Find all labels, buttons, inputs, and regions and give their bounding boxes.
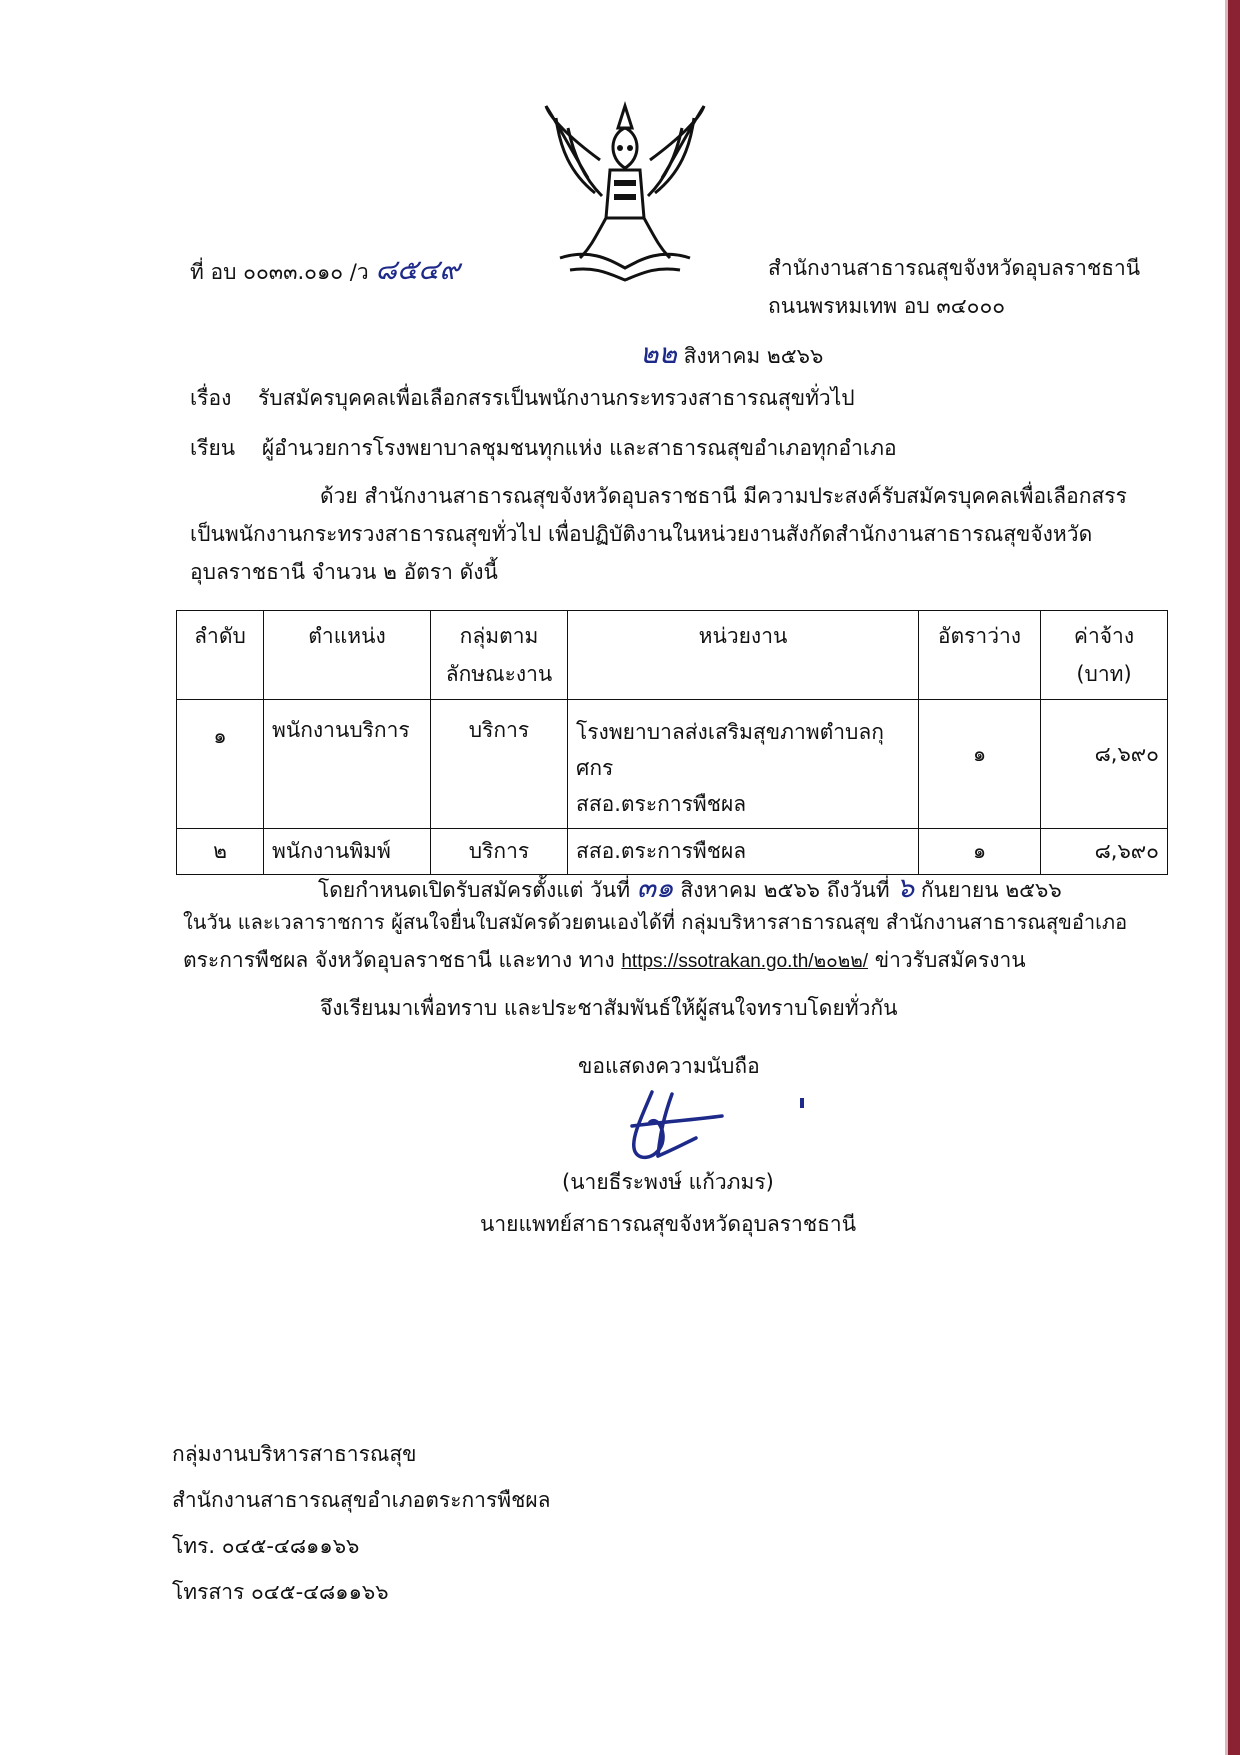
cell-unit: สสอ.ตระการพืชผล: [568, 829, 919, 875]
cell-wage: ๘,๖๙๐: [1041, 829, 1168, 875]
period-line-2: ในวัน และเวลาราชการ ผู้สนใจยื่นใบสมัครด้วยตนเองได้ที่ กลุ่มบริหารสาธารณสุข สำนักงานสาธารณสุขอำเภอ: [183, 910, 1128, 934]
body-line-1: ด้วย สำนักงานสาธารณสุขจังหวัดอุบลราชธานี มีความประสงค์รับสมัครบุคคลเพื่อเลือกสรร: [320, 484, 1127, 508]
footer-tel: โทร. ๐๔๕-๔๘๑๑๖๖: [172, 1534, 360, 1558]
cell-unit: โรงพยาบาลส่งเสริมสุขภาพตำบลกุศกร สสอ.ตระการพืชผล: [568, 700, 919, 829]
document-number: ที่ อบ ๐๐๓๓.๐๑๐ /ว ๘๕๔๙: [190, 253, 460, 286]
col-no-header: ลำดับ: [177, 611, 264, 700]
footer-fax: โทรสาร ๐๔๕-๔๘๑๑๖๖: [172, 1580, 389, 1604]
recruitment-link[interactable]: https://ssotrakan.go.th/๒๐๒๒/: [621, 951, 869, 972]
period-line-1: โดยกำหนดเปิดรับสมัครตั้งแต่ วันที่ ๓๑ สิงหาคม ๒๕๖๖ ถึงวันที่ ๖ กันยายน ๒๕๖๖: [318, 871, 1062, 904]
cell-vacancy: ๑: [919, 700, 1041, 829]
cell-wage: ๘,๖๙๐: [1041, 700, 1168, 829]
subject-line: [190, 382, 855, 415]
subject-label: เรื่อง: [190, 386, 232, 410]
subject-text: รับสมัครบุคคลเพื่อเลือกสรรเป็นพนักงานกระทรวงสาธารณสุขทั่วไป: [258, 386, 855, 410]
closing-notice: จึงเรียนมาเพื่อทราบ และประชาสัมพันธ์ให้ผู้สนใจทราบโดยทั่วกัน: [320, 996, 898, 1020]
table-header-row: [177, 611, 1168, 700]
start-day-handwritten: ๓๑: [636, 871, 674, 904]
signer-name: (นายธีระพงษ์ แก้วภมร): [562, 1170, 774, 1194]
body-line-2: เป็นพนักงานกระทรวงสาธารณสุขทั่วไป เพื่อปฏิบัติงานในหน่วยงานสังกัดสำนักงานสาธารณสุขจังหวัด: [190, 522, 1093, 546]
cell-no: ๑: [177, 700, 264, 829]
body-line-3: อุบลราชธานี จำนวน ๒ อัตรา ดังนี้: [190, 560, 498, 584]
end-day-handwritten: ๖: [896, 871, 915, 904]
col-vacancy-header: อัตราว่าง: [919, 611, 1041, 700]
col-unit-header: หน่วยงาน: [568, 611, 919, 700]
paper-edge: [1228, 0, 1240, 1755]
date-day-handwritten: ๒๒: [640, 337, 677, 370]
cell-group: บริการ: [431, 829, 568, 875]
period-line-3: ตระการพืชผล จังหวัดอุบลราชธานี และทาง ทาง https://ssotrakan.go.th/๒๐๒๒/ ข่าวรับสมัครงาน: [183, 948, 1026, 972]
col-wage-header: ค่าจ้าง (บาท): [1041, 611, 1168, 700]
positions-table: [176, 610, 1168, 875]
document-date: ๒๒ สิงหาคม ๒๕๖๖: [640, 337, 824, 370]
closing-regards: ขอแสดงความนับถือ: [578, 1054, 760, 1078]
ink-mark: [800, 1098, 804, 1108]
cell-position: พนักงานบริการ: [264, 700, 431, 829]
table-row: [177, 700, 1168, 829]
recipient-label: เรียน: [190, 436, 236, 460]
cell-vacancy: ๑: [919, 829, 1041, 875]
recipient-text: ผู้อำนวยการโรงพยาบาลชุมชนทุกแห่ง และสาธารณสุขอำเภอทุกอำเภอ: [261, 436, 897, 460]
signer-title: นายแพทย์สาธารณสุขจังหวัดอุบลราชธานี: [480, 1212, 857, 1236]
cell-group: บริการ: [431, 700, 568, 829]
office-address: ถนนพรหมเทพ อบ ๓๔๐๐๐: [768, 294, 1006, 318]
document-number-handwritten: ๘๕๔๙: [375, 253, 460, 286]
col-group-header: กลุ่มตาม ลักษณะงาน: [431, 611, 568, 700]
signature: [612, 1086, 732, 1166]
recipient-line: [190, 432, 897, 465]
garuda-emblem: [540, 98, 710, 288]
footer-dept: กลุ่มงานบริหารสาธารณสุข: [172, 1442, 417, 1466]
col-position-header: ตำแหน่ง: [264, 611, 431, 700]
cell-no: ๒: [177, 829, 264, 875]
cell-position: พนักงานพิมพ์: [264, 829, 431, 875]
office-name: สำนักงานสาธารณสุขจังหวัดอุบลราชธานี: [768, 256, 1141, 280]
footer-office: สำนักงานสาธารณสุขอำเภอตระการพืชผล: [172, 1488, 551, 1512]
